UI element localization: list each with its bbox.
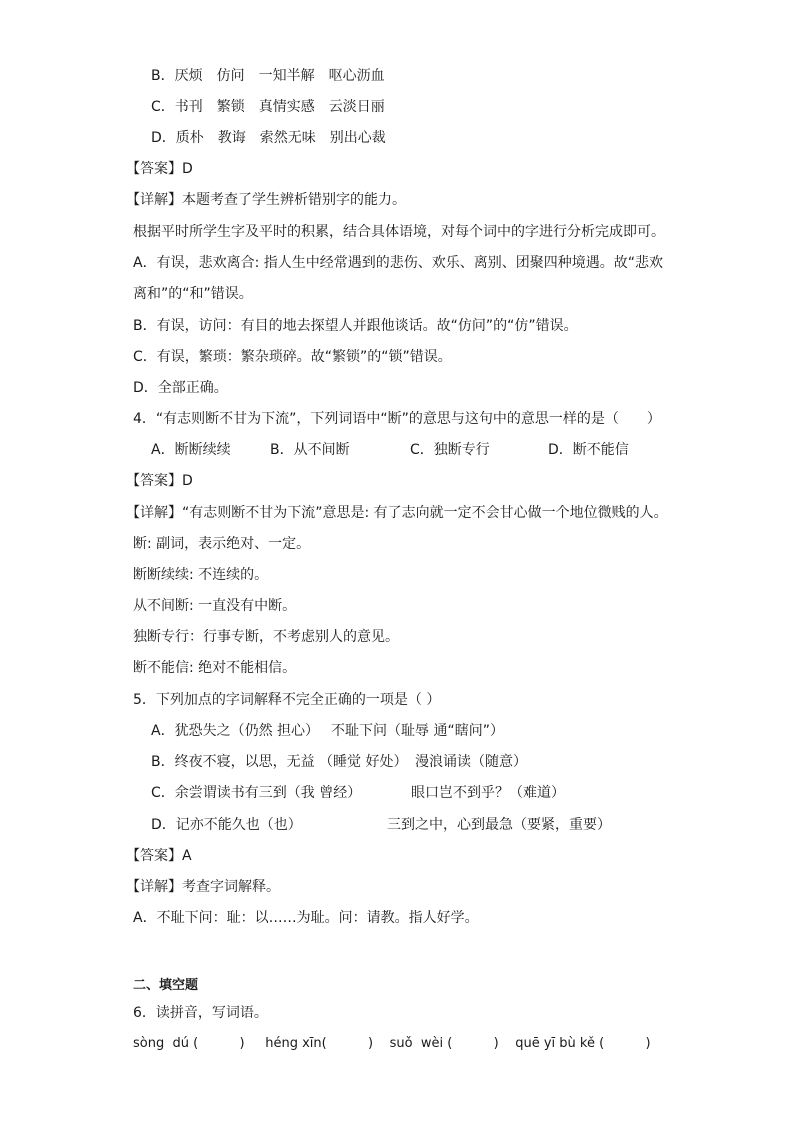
- q4-option-c: C．独断专行: [410, 442, 490, 458]
- q5-option-b-1: B．终夜不寝，以思，无益 （睡觉 好处）: [151, 754, 408, 770]
- q6-pinyin-row: sòng dú ( ) héng xīn( ) suǒ wèi ( ) quē yī bù kě ( ): [133, 1036, 651, 1051]
- q5-option-c-2: 眼口岂不到乎？（难道）: [411, 785, 565, 801]
- q4-line-5: 断不能信: 绝对不能相信。: [133, 660, 297, 676]
- q6-stem: 6．读拼音，写词语。: [133, 1005, 268, 1021]
- section-heading: 二、填空题: [133, 978, 199, 993]
- q5-stem: 5．下列加点的字词解释不完全正确的一项是（ ）: [133, 692, 441, 708]
- q5-option-d-2: 三到之中，心到最急（要紧，重要）: [387, 817, 611, 833]
- q3-explanation-b: B．有误，访问：有目的地去探望人并跟他谈话。故“仿问”的“仿”错误。: [133, 318, 578, 334]
- q5-answer: 【答案】A: [126, 848, 192, 864]
- q4-line-3: 从不间断: 一直没有中断。: [133, 598, 297, 614]
- q3-explanation-d: D．全部正确。: [133, 380, 228, 396]
- q4-option-d: D．断不能信: [548, 442, 629, 458]
- q4-line-2: 断断续续: 不连续的。: [133, 567, 269, 583]
- q4-option-b: B．从不间断: [270, 442, 350, 458]
- q3-explanation-intro: 根据平时所学生字及平时的积累，结合具体语境，对每个词中的字进行分析完成即可。: [133, 224, 665, 240]
- q4-stem: 4．“有志则断不甘为下流”，下列词语中“断”的意思与这句中的意思一样的是（ ）: [133, 411, 661, 427]
- q3-explanation-c: C．有误，繁琐：繁杂琐碎。故“繁锁”的“锁”错误。: [133, 349, 452, 365]
- q5-option-b-2: 漫浪诵读（随意）: [415, 754, 527, 770]
- q3-answer: 【答案】D: [126, 161, 193, 177]
- q5-detail: 【详解】考查字词解释。: [126, 879, 280, 895]
- q5-option-a-1: A．犹恐失之（仍然 担心）: [151, 723, 320, 739]
- q5-option-c-1: C．余尝谓读书有三到（我 曾经）: [151, 785, 362, 801]
- q3-explanation-a: A．有误，悲欢离合: 指人生中经常遇到的悲伤、欢乐、离别、团聚四种境遇。故“悲欢: [133, 255, 663, 271]
- q5-option-d-1: D．记亦不能久也（也）: [151, 817, 302, 833]
- q4-detail: 【详解】“有志则断不甘为下流”意思是: 有了志向就一定不会甘心做一个地位微贱的人。: [126, 505, 668, 521]
- q3-option-b: B．厌烦 仿问 一知半解 呕心沥血: [151, 68, 385, 84]
- q4-line-4: 独断专行：行事专断，不考虑别人的意见。: [133, 629, 399, 645]
- q3-explanation-a-cont: 离和”的“和”错误。: [133, 286, 253, 302]
- q3-option-c: C．书刊 繁锁 真情实感 云淡日丽: [151, 99, 385, 115]
- q4-line-1: 断: 副词，表示绝对、一定。: [133, 536, 311, 552]
- q5-explanation: A．不耻下问：耻：以……为耻。问：请教。指人好学。: [133, 910, 479, 926]
- q3-option-d: D．质朴 教诲 索然无味 别出心裁: [151, 130, 386, 146]
- q5-option-a-2: 不耻下问（耻辱 通“瞎问”）: [331, 723, 504, 739]
- q3-detail: 【详解】本题考查了学生辨析错别字的能力。: [126, 192, 406, 208]
- q4-option-a: A．断断续续: [151, 442, 231, 458]
- q4-answer: 【答案】D: [126, 473, 193, 489]
